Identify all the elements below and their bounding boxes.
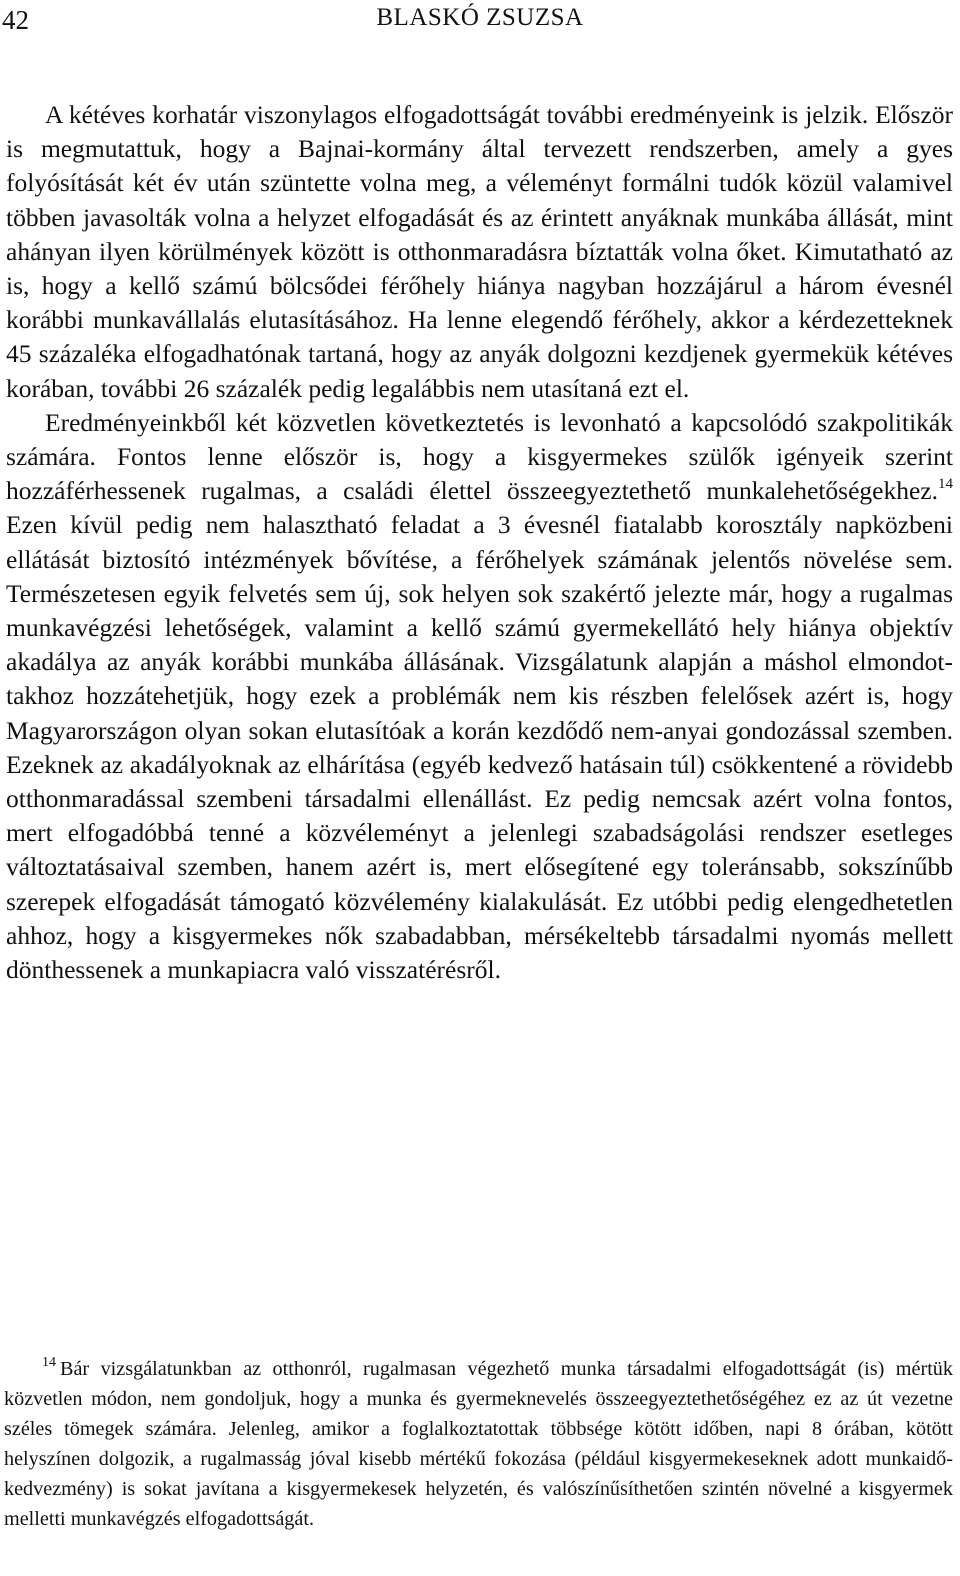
page-number: 42: [2, 5, 29, 35]
paragraph-text: Ezen kívül pedig nem halasztható feladat a 3 évesnél fiatalabb korosztály napközbeni ellátását biztosító intézmények bővítése, a férőhelyek számának jelentős növelése sem. Természetesen egyik felvetés sem új, sok helyen sok szakértő jelezte már, hogy a rugalmas munkavégzési lehetőségek, valamint a kellő számú gyermekellátó hely hiánya objektív akadálya az anyák korábbi munkába állásának. Vizsgálatunk alapján a máshol elmondottakhoz hozzátehetjük, hogy ezek a problémák nem kis részben felelősek azért is, hogy Magyarországon olyan sokan elutasítóak a korán kezdődő nem-anyai gondozással szemben. Ezeknek az akadályoknak az elhárítása (egyéb kedvező hatásain túl) csökkentené a rövidebb otthonmaradással szembeni társadalmi ellenállást. Ez pedig nemcsak azért volna fontos, mert elfogadóbbá tenné a közvéleményt a jelenlegi szabadságolási rendszer esetleges változtatásaival szemben, hanem azért is, mert elősegítené egy toleránsabb, sokszínűbb szerepek elfogadását támogató közvélemény kialakulását. Ez utóbbi pedig elengedhetetlen ahhoz, hogy a kisgyermekes nők szabadabban, mérsékeltebb társadalmi nyomás mellett dönthessenek a munkapiacra való visszatérésről.: [6, 510, 953, 985]
running-head: BLASKÓ ZSUZSA: [376, 4, 584, 31]
body-paragraph: A kétéves korhatár viszonylagos elfogadottságát további eredményeink is jelzik. Először is megmutattuk, hogy a Bajnai-kormány által tervezett rendszerben, amely a gyes folyósítását két év után szüntette volna meg, a véleményt formálni tudók közül valamivel többen javasolták volna a helyzet elfogadását és az érintett anyáknak munkába állását, mint ahányan ilyen körülmények között is otthonmaradásra bíztatták volna őket. Kimutatható az is, hogy a kellő számú bölcsődei férőhely hiánya nagyban hozzájárul a három évesnél korábbi munkavállalás elutasításához. Ha lenne elegendő férőhely, akkor a kérdezetteknek 45 százaléka elfogadhatónak tartaná, hogy az anyák dolgozni kezdjenek gyermekük kétéves korában, további 26 százalék pedig legalábbis nem utasítaná ezt el.: [6, 100, 953, 403]
footnote-mark: 14: [42, 1355, 56, 1370]
footnote-text: Bár vizsgálatunkban az otthonról, rugalmasan végezhető munka társadalmi elfogadottságát (is) mértük közvetlen módon, nem gondoljuk, hogy a munka és gyermeknevelés összeegyeztethetőségéhez ez az út vezetne széles tömegek számára. Jelenleg, amikor a foglalkoztatottak többsége kötött időben, napi 8 órában, kötött helyszínen dolgozik, a rugalmasság jóval kisebb mértékű fokozása (például kisgyermekeseknek adott munkaidő-kedvezmény) is sokat javítana a kisgyermekesek helyzetén, és valószínűsíthetően szintén növelné a kisgyermek melletti munkavégzés elfogadottságát.: [4, 1358, 953, 1530]
main-text: [6, 98, 953, 987]
paragraph-text: Eredményeinkből két közvetlen következtetés is levonható a kapcsolódó szakpolitikák számára. Fontos lenne először is, hogy a kisgyermekes szülők igényeik szerint hozzáférhessenek rugalmas, a családi élettel összeegyeztethető munkalehetőségekhez.: [6, 407, 953, 506]
body-paragraph: [6, 406, 953, 987]
footnote: [4, 1355, 953, 1534]
footnote-reference[interactable]: 14: [938, 476, 953, 493]
